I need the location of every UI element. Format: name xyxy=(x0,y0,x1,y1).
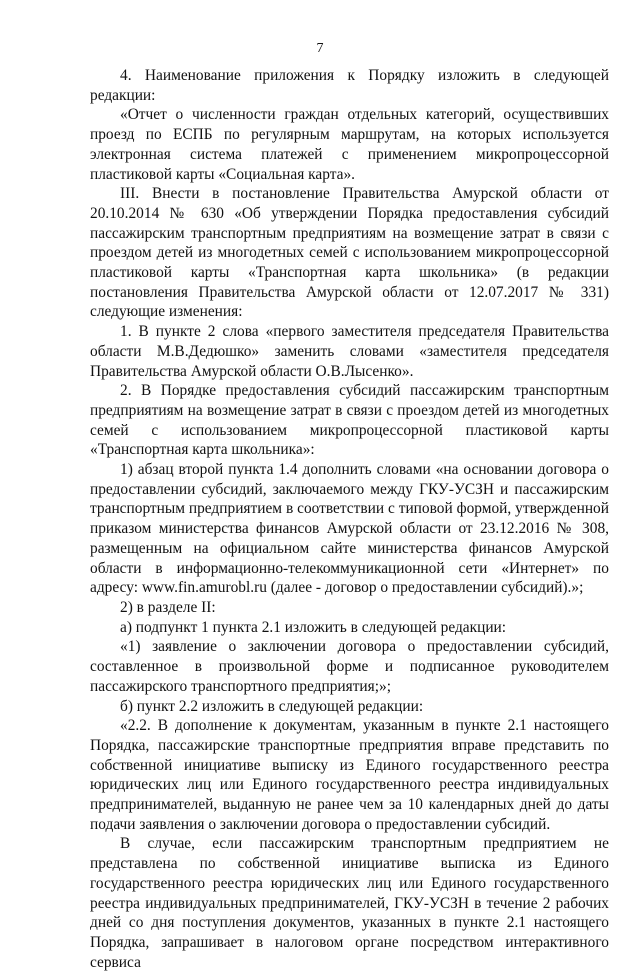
paragraph-quote-2-2: «2.2. В дополнение к документам, указанным в пункте 2.1 настоящего Порядка, пассажирские транспортные предприятия вправе представить по собственной инициативе выписку из Единого государственного реестра юридических лиц или Единого государственного реестра индивидуальных предпринимателей, выданную не ранее чем за 10 календарных дней до даты подачи заявления о заключении договора о предоставлении субсидий. xyxy=(90,717,609,833)
paragraph-subitem-2: 2) в разделе II: xyxy=(120,598,216,616)
paragraph-appendix-title: 4. Наименование приложения к Порядку изложить в следующей редакции: xyxy=(90,67,609,104)
paragraph-item-1: 1. В пункте 2 слова «первого заместителя председателя Правительства области М.В.Дедюшко» заменить словами «заместителя председателя Правительства Амурской области О.В.Лысенко». xyxy=(90,323,609,380)
paragraph-case: В случае, если пассажирским транспортным предприятием не представлена по собственной инициативе выписка из Единого государственного реестра юридических лиц или Единого государственного реестра индивидуальных предпринимателей, ГКУ-УСЗН в течение 2 рабочих дней со дня поступления документов, указанных в пункте 2.1 настоящего Порядка, запрашивает в налоговом органе посредством интерактивного сервиса xyxy=(90,835,609,971)
document-body xyxy=(90,66,609,972)
paragraph-item-2: 2. В Порядке предоставления субсидий пассажирским транспортным предприятиям на возмещение затрат в связи с проездом детей из многодетных семей с использованием микропроцессорной пластиковой карты «Транспортная карта школьника»: xyxy=(90,382,609,459)
paragraph-section-iii: III. Внести в постановление Правительства Амурской области от 20.10.2014 № 630 «Об утверждении Порядка предоставления субсидий пассажирским транспортным предприятиям на возмещение затрат в связи с проездом детей из многодетных семей с использованием микропроцессорной пластиковой карты «Транспортная карта школьника» (в редакции постановления Правительства Амурской области от 12.07.2017 № 331) следующие изменения: xyxy=(90,185,609,321)
paragraph-quote-1: «1) заявление о заключении договора о предоставлении субсидий, составленное в произвольной форме и подписанное руководителем пассажирского транспортного предприятия;»; xyxy=(90,638,609,695)
paragraph-subitem-1: 1) абзац второй пункта 1.4 дополнить словами «на основании договора о предоставлении субсидий, заключаемого между ГКУ-УСЗН и пассажирским транспортным предприятием в соответствии с типовой формой, утвержденной приказом министерства финансов Амурской области от 23.12.2016 № 308, размещенным на официальном сайте министерства финансов Амурской области в информационно-телекоммуникационной сети «Интернет» по адресу: www.fin.amurobl.ru (далее - договор о предоставлении субсидий).»; xyxy=(90,461,609,597)
page-number: 7 xyxy=(316,41,324,56)
paragraph-subitem-b: б) пункт 2.2 изложить в следующей редакции: xyxy=(120,697,424,715)
paragraph-subitem-a: а) подпункт 1 пункта 2.1 изложить в следующей редакции: xyxy=(120,618,507,636)
paragraph-report-title: «Отчет о численности граждан отдельных категорий, осуществивших проезд по ЕСПБ по регулярным маршрутам, на которых используется электронная система платежей с применением микропроцессорной пластиковой карты «Социальная карта». xyxy=(90,106,609,183)
